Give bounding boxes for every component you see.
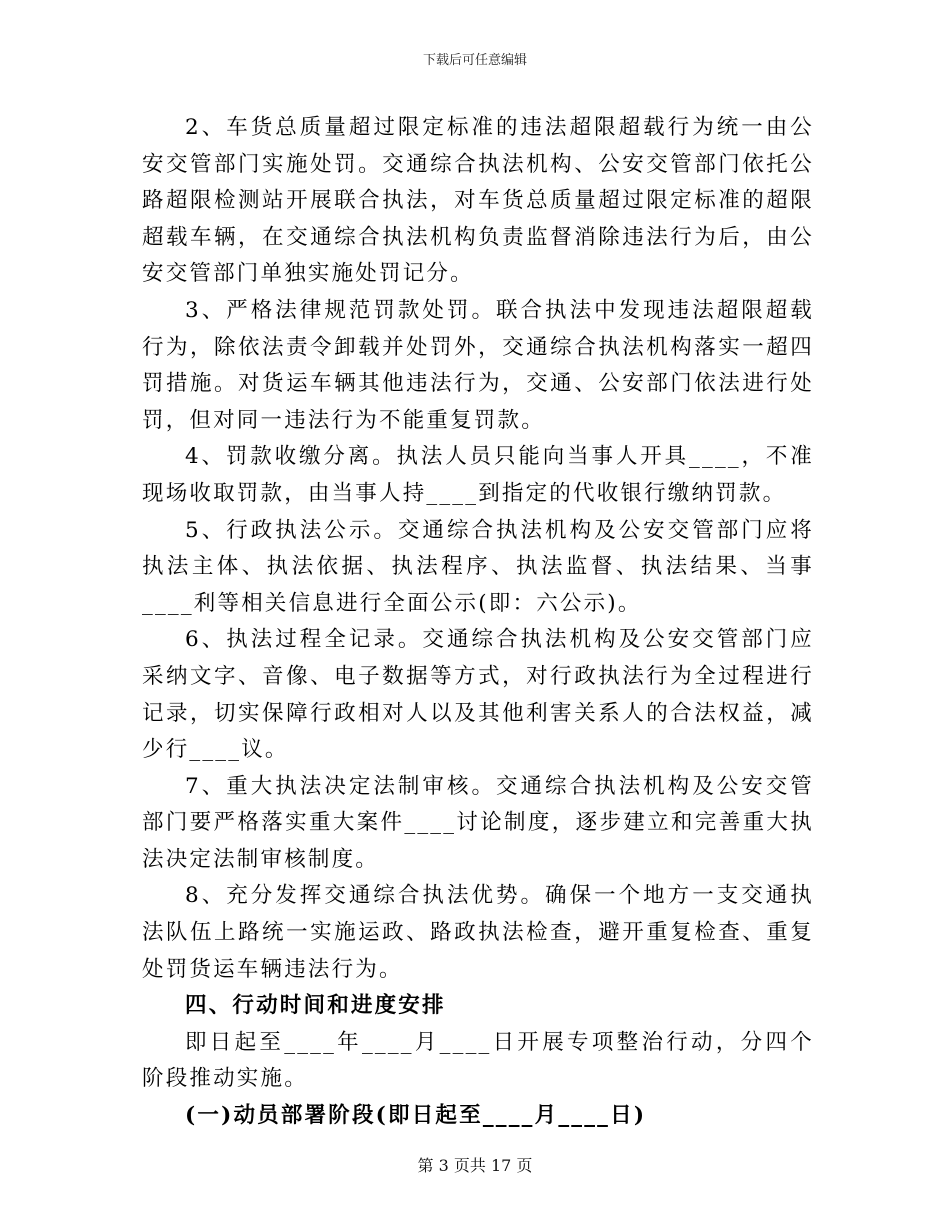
paragraph-item-5: 5、行政执法公示。交通综合执法机构及公安交管部门应将执法主体、执法依据、执法程序、执法监督、执法结果、当事____利等相关信息进行全面公示(即：六公示)。: [142, 517, 814, 616]
paragraph-item-8: 8、充分发挥交通综合执法优势。确保一个地方一支交通执法队伍上路统一实施运政、路政执法检查，避开重复检查、重复处罚货运车辆违法行为。: [142, 883, 814, 982]
paragraph-item-6: 6、执法过程全记录。交通综合执法机构及公安交管部门应采纳文字、音像、电子数据等方式，对行政执法行为全过程进行记录，切实保障行政相对人以及其他利害关系人的合法权益，减少行____议。: [142, 627, 814, 763]
subsection-heading: (一)动员部署阶段(即日起至____月____日): [185, 1103, 647, 1129]
schedule-paragraph: 即日起至____年____月____日开展专项整治行动，分四个阶段推动实施。: [142, 1029, 814, 1092]
paragraph-item-2: 2、车货总质量超过限定标准的违法超限超载行为统一由公安交管部门实施处罚。交通综合执法机构、公安交管部门依托公路超限检测站开展联合执法，对车货总质量超过限定标准的超限超载车辆，在交通综合执法机构负责监督消除违法行为后，由公安交管部门单独实施处罚记分。: [142, 115, 814, 287]
page-header: 下载后可任意编辑: [422, 53, 527, 68]
paragraph-item-4: 4、罚款收缴分离。执法人员只能向当事人开具____，不准现场收取罚款，由当事人持____到指定的代收银行缴纳罚款。: [142, 444, 814, 506]
document-body: [142, 110, 814, 1135]
paragraph-item-3: 3、严格法律规范罚款处罚。联合执法中发现违法超限超载行为，除依法责令卸载并处罚外，交通综合执法机构落实一超四罚措施。对货运车辆其他违法行为，交通、公安部门依法进行处罚，但对同一违法行为不能重复罚款。: [142, 297, 814, 433]
page-number: 第 3 页共 17 页: [417, 1156, 533, 1175]
section-heading: 四、行动时间和进度安排: [185, 993, 446, 1019]
paragraph-item-7: 7、重大执法决定法制审核。交通综合执法机构及公安交管部门要严格落实重大案件____讨论制度，逐步建立和完善重大执法决定法制审核制度。: [142, 773, 814, 872]
